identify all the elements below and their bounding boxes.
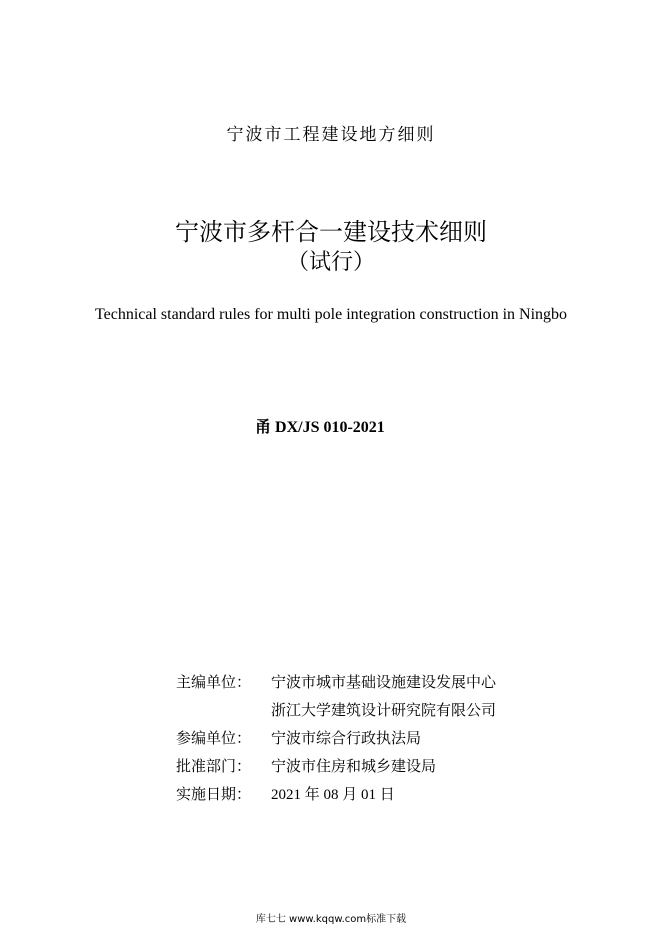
editor-row — [176, 668, 496, 696]
participant-label: 参编单位： — [176, 729, 252, 747]
date-month: 08 — [323, 787, 339, 803]
date-row — [176, 780, 496, 809]
editor-value-1: 宁波市城市基础设施建设发展中心 — [271, 673, 497, 691]
document-title: 宁波市多杆合一建设技术细则 — [175, 218, 487, 246]
date-label: 实施日期： — [176, 785, 252, 803]
editor-label: 主编单位： — [176, 673, 252, 691]
date-day-unit: 日 — [379, 785, 395, 803]
english-title: Technical standard rules for multi pole integration construction in Ningbo — [94, 306, 568, 323]
approver-label: 批准部门： — [176, 757, 252, 775]
editor-row-2 — [176, 696, 496, 724]
info-block — [176, 668, 496, 809]
participant-row — [176, 724, 496, 752]
approver-row — [176, 752, 496, 780]
date-day: 01 — [361, 787, 377, 803]
editor-value-2: 浙江大学建筑设计研究院有限公司 — [271, 701, 497, 719]
approver-value: 宁波市住房和城乡建设局 — [271, 757, 437, 775]
participant-value: 宁波市综合行政执法局 — [271, 729, 422, 747]
standard-code: DX/JS 010-2021 — [275, 419, 385, 436]
date-month-unit: 月 — [342, 785, 358, 803]
date-value — [271, 780, 395, 809]
date-year: 2021 — [271, 787, 301, 803]
footer-watermark: 库七七 www.kqqw.com标准下载 — [255, 914, 407, 925]
series-title: 宁波市工程建设地方细则 — [226, 125, 436, 145]
standard-number — [255, 414, 385, 437]
standard-prefix: 甬 — [255, 417, 272, 436]
document-subtitle: （试行） — [286, 250, 375, 275]
editor-label-spacer — [176, 696, 271, 724]
date-year-unit: 年 — [304, 785, 320, 803]
